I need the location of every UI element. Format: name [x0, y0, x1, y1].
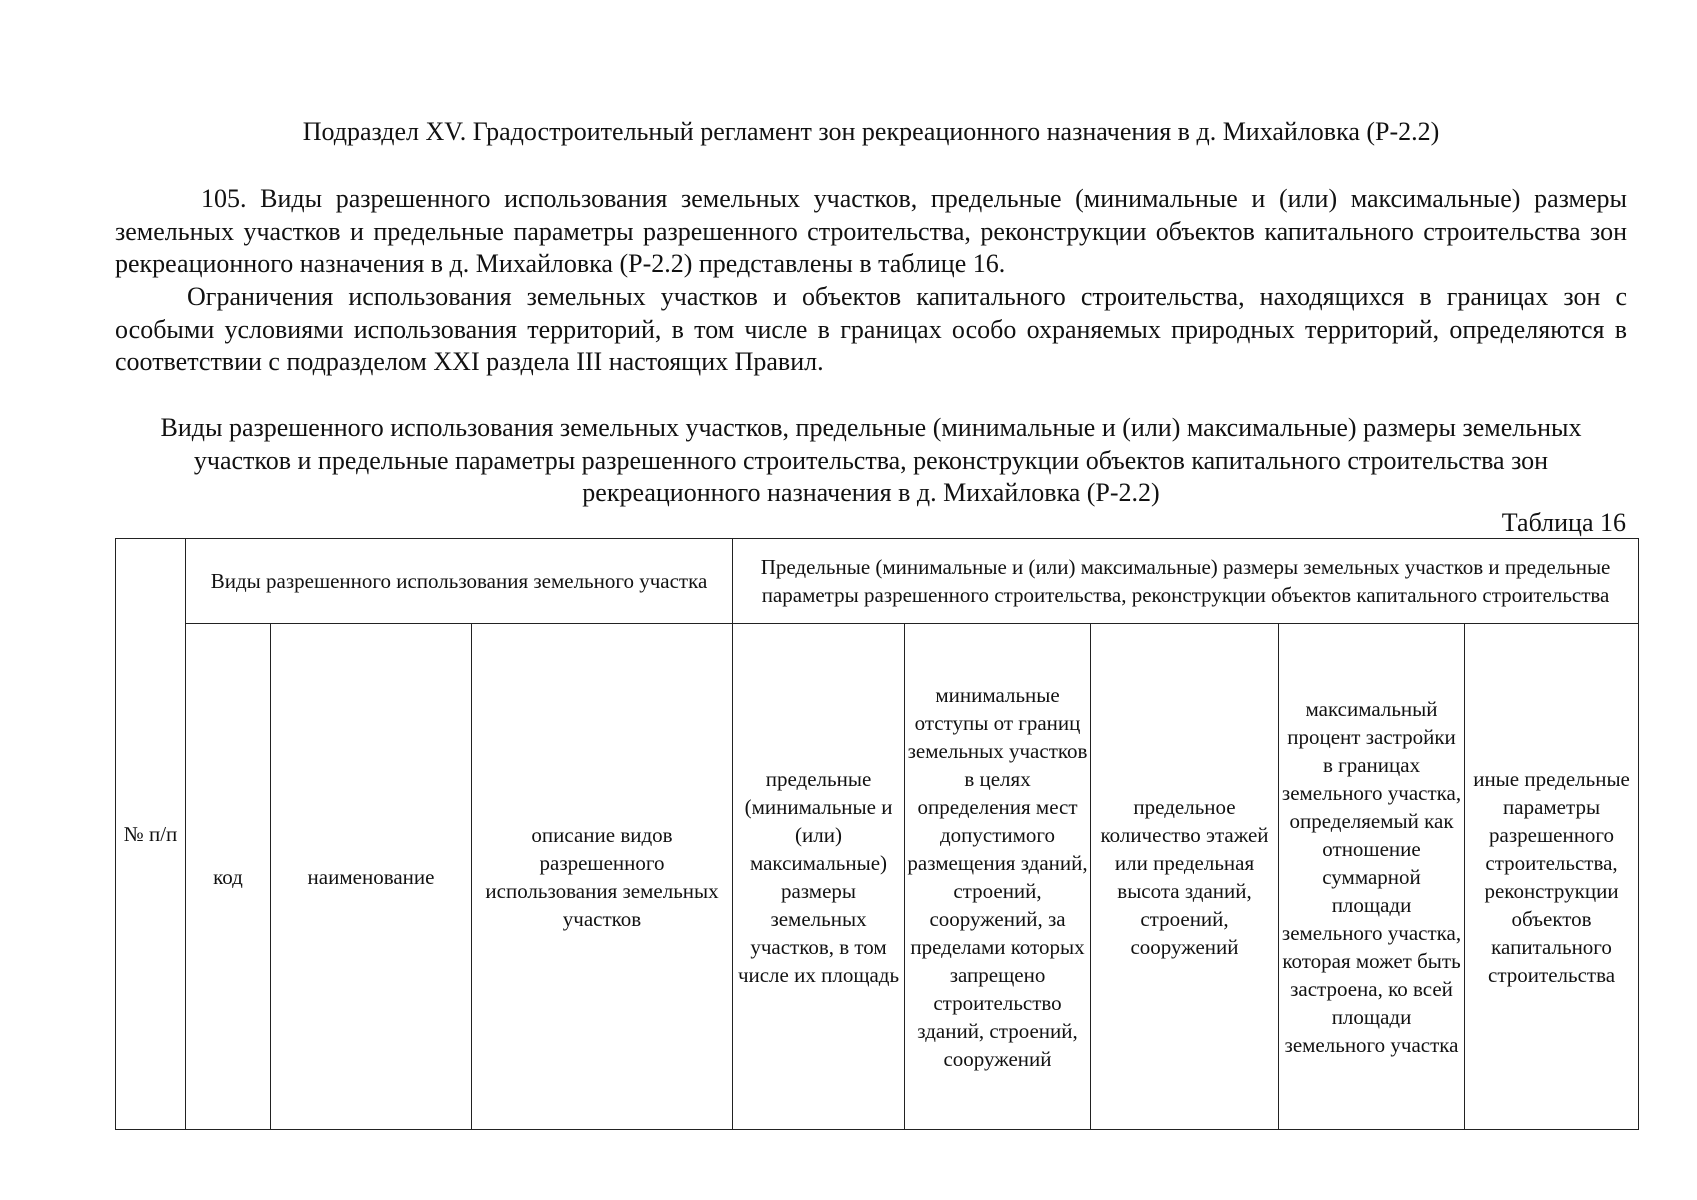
paragraph-105: 105. Виды разрешенного использования земельных участков, предельные (минимальные и (или) максимальные) размеры земельных участков и предельные параметры разрешенного строительства, реконструкции объектов капитального строительства зон рекреационного назначения в д. Михайловка (Р-2.2) представлены в таблице 16. [115, 184, 1627, 278]
table-header-row-groups [116, 539, 1639, 624]
paragraph-restrictions: Ограничения использования земельных участков и объектов капитального строительства, находящихся в границах зон с особыми условиями использования территорий, в том числе в границах особо охраняемых природных территорий, определяются в соответствии с подразделом XXI раздела III настоящих Правил. [115, 282, 1627, 376]
subsection-title: Подраздел XV. Градостроительный регламент зон рекреационного назначения в д. Михайловка (Р-2.2) [302, 117, 1440, 146]
col-header-plot-size: предельные (минимальные и (или) максимальные) размеры земельных участков, в том числе их площадь [733, 624, 905, 1130]
col-header-setbacks: минимальные отступы от границ земельных участков в целях определения мест допустимого размещения зданий, строений, сооружений, за пределами которых запрещено строительство зданий, строений, сооружений [905, 624, 1091, 1130]
table-header-row-columns [116, 624, 1639, 1130]
col-header-description: описание видов разрешенного использования земельных участков [472, 624, 733, 1130]
group-header-use-types: Виды разрешенного использования земельного участка [186, 539, 733, 624]
col-header-other-params: иные предельные параметры разрешенного строительства, реконструкции объектов капитального строительства [1465, 624, 1639, 1130]
col-header-coverage: максимальный процент застройки в границах земельного участка, определяемый как отношение суммарной площади земельного участка, которая может быть застроена, ко всей площади земельного участка [1279, 624, 1465, 1130]
col-header-number: № п/п [116, 539, 186, 1130]
col-header-floors: предельное количество этажей или предельная высота зданий, строений, сооружений [1091, 624, 1279, 1130]
col-header-name: наименование [271, 624, 472, 1130]
table-number: Таблица 16 [1501, 508, 1626, 537]
col-header-code: код [186, 624, 271, 1130]
table-caption: Виды разрешенного использования земельных участков, предельные (минимальные и (или) максимальные) размеры земельных участков и предельные параметры разрешенного строительства, реконструкции объектов капитального строительства зон рекреационного назначения в д. Михайловка (Р-2.2) [160, 413, 1582, 507]
regulation-table [115, 538, 1639, 1130]
group-header-limits: Предельные (минимальные и (или) максимальные) размеры земельных участков и предельные параметры разрешенного строительства, реконструкции объектов капитального строительства [733, 539, 1639, 624]
